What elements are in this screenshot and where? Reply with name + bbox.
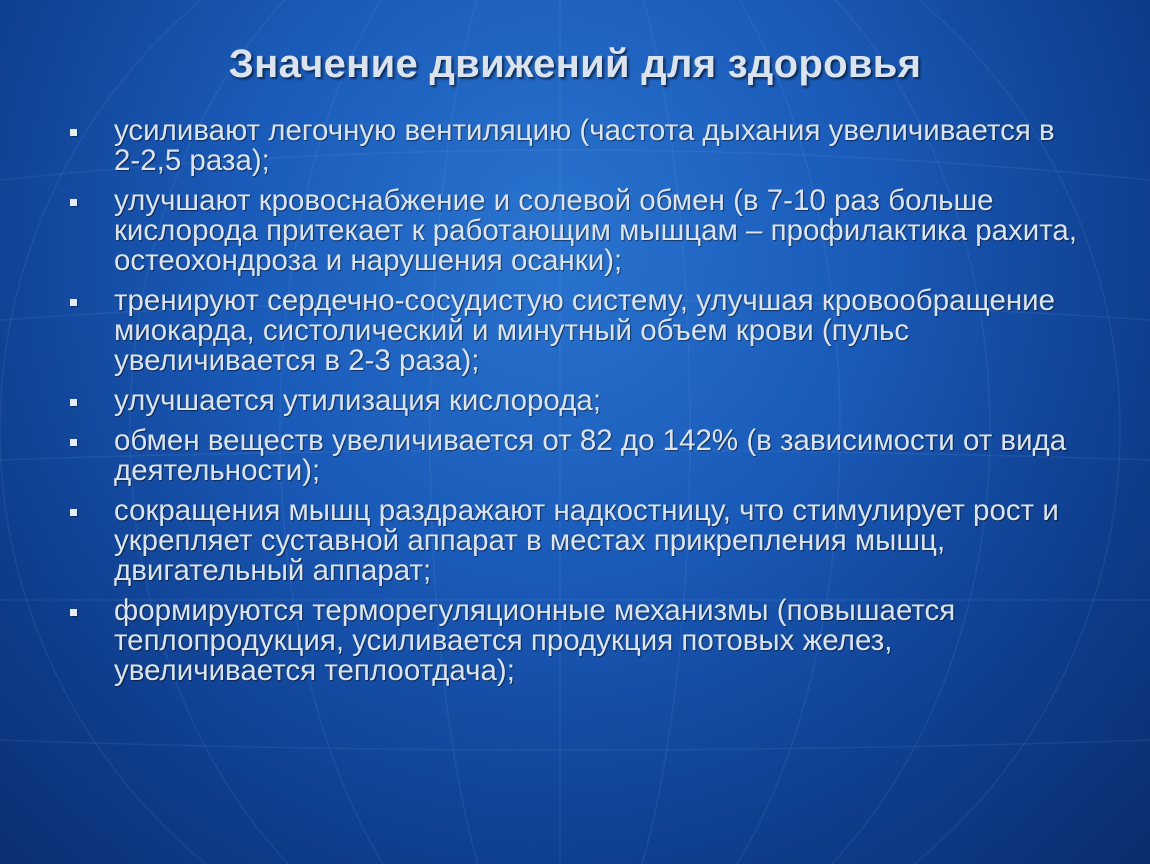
list-item: [70, 596, 1080, 686]
list-item-text: усиливают легочную вентиляцию (частота дыхания увеличивается в 2-2,5 раза);: [114, 114, 1055, 177]
list-item-text: тренируют сердечно-сосудистую систему, улучшая кровообращение миокарда, систолический и минутный объем крови (пульс увеличивается в 2-3 раза);: [114, 284, 1056, 377]
list-item-text: сокращения мышц раздражают надкостницу, что стимулирует рост и укрепляет суставной аппарат в местах прикрепления мышц, двигательный аппарат;: [114, 494, 1059, 587]
list-item: [70, 186, 1080, 276]
slide-title: Значение движений для здоровья: [228, 42, 922, 86]
list-item: [70, 116, 1080, 176]
list-item-text: улучшается утилизация кислорода;: [114, 384, 602, 417]
square-bullet-icon: [70, 129, 77, 136]
square-bullet-icon: [70, 509, 77, 516]
list-item-text: улучшают кровоснабжение и солевой обмен (в 7-10 раз больше кислорода притекает к работающим мышцам – профилактика рахита, остеохондроза и нарушения осанки);: [114, 184, 1078, 277]
square-bullet-icon: [70, 299, 77, 306]
square-bullet-icon: [70, 609, 77, 616]
list-item: [70, 426, 1080, 486]
bullet-list: [70, 116, 1080, 696]
square-bullet-icon: [70, 439, 77, 446]
list-item: [70, 286, 1080, 376]
list-item-text: формируются терморегуляционные механизмы (повышается теплопродукция, усиливается продукция потовых желез, увеличивается теплоотдача);: [114, 594, 956, 687]
square-bullet-icon: [70, 199, 77, 206]
list-item-text: обмен веществ увеличивается от 82 до 142% (в зависимости от вида деятельности);: [114, 424, 1067, 487]
list-item: [70, 386, 1080, 416]
square-bullet-icon: [70, 399, 77, 406]
list-item: [70, 496, 1080, 586]
